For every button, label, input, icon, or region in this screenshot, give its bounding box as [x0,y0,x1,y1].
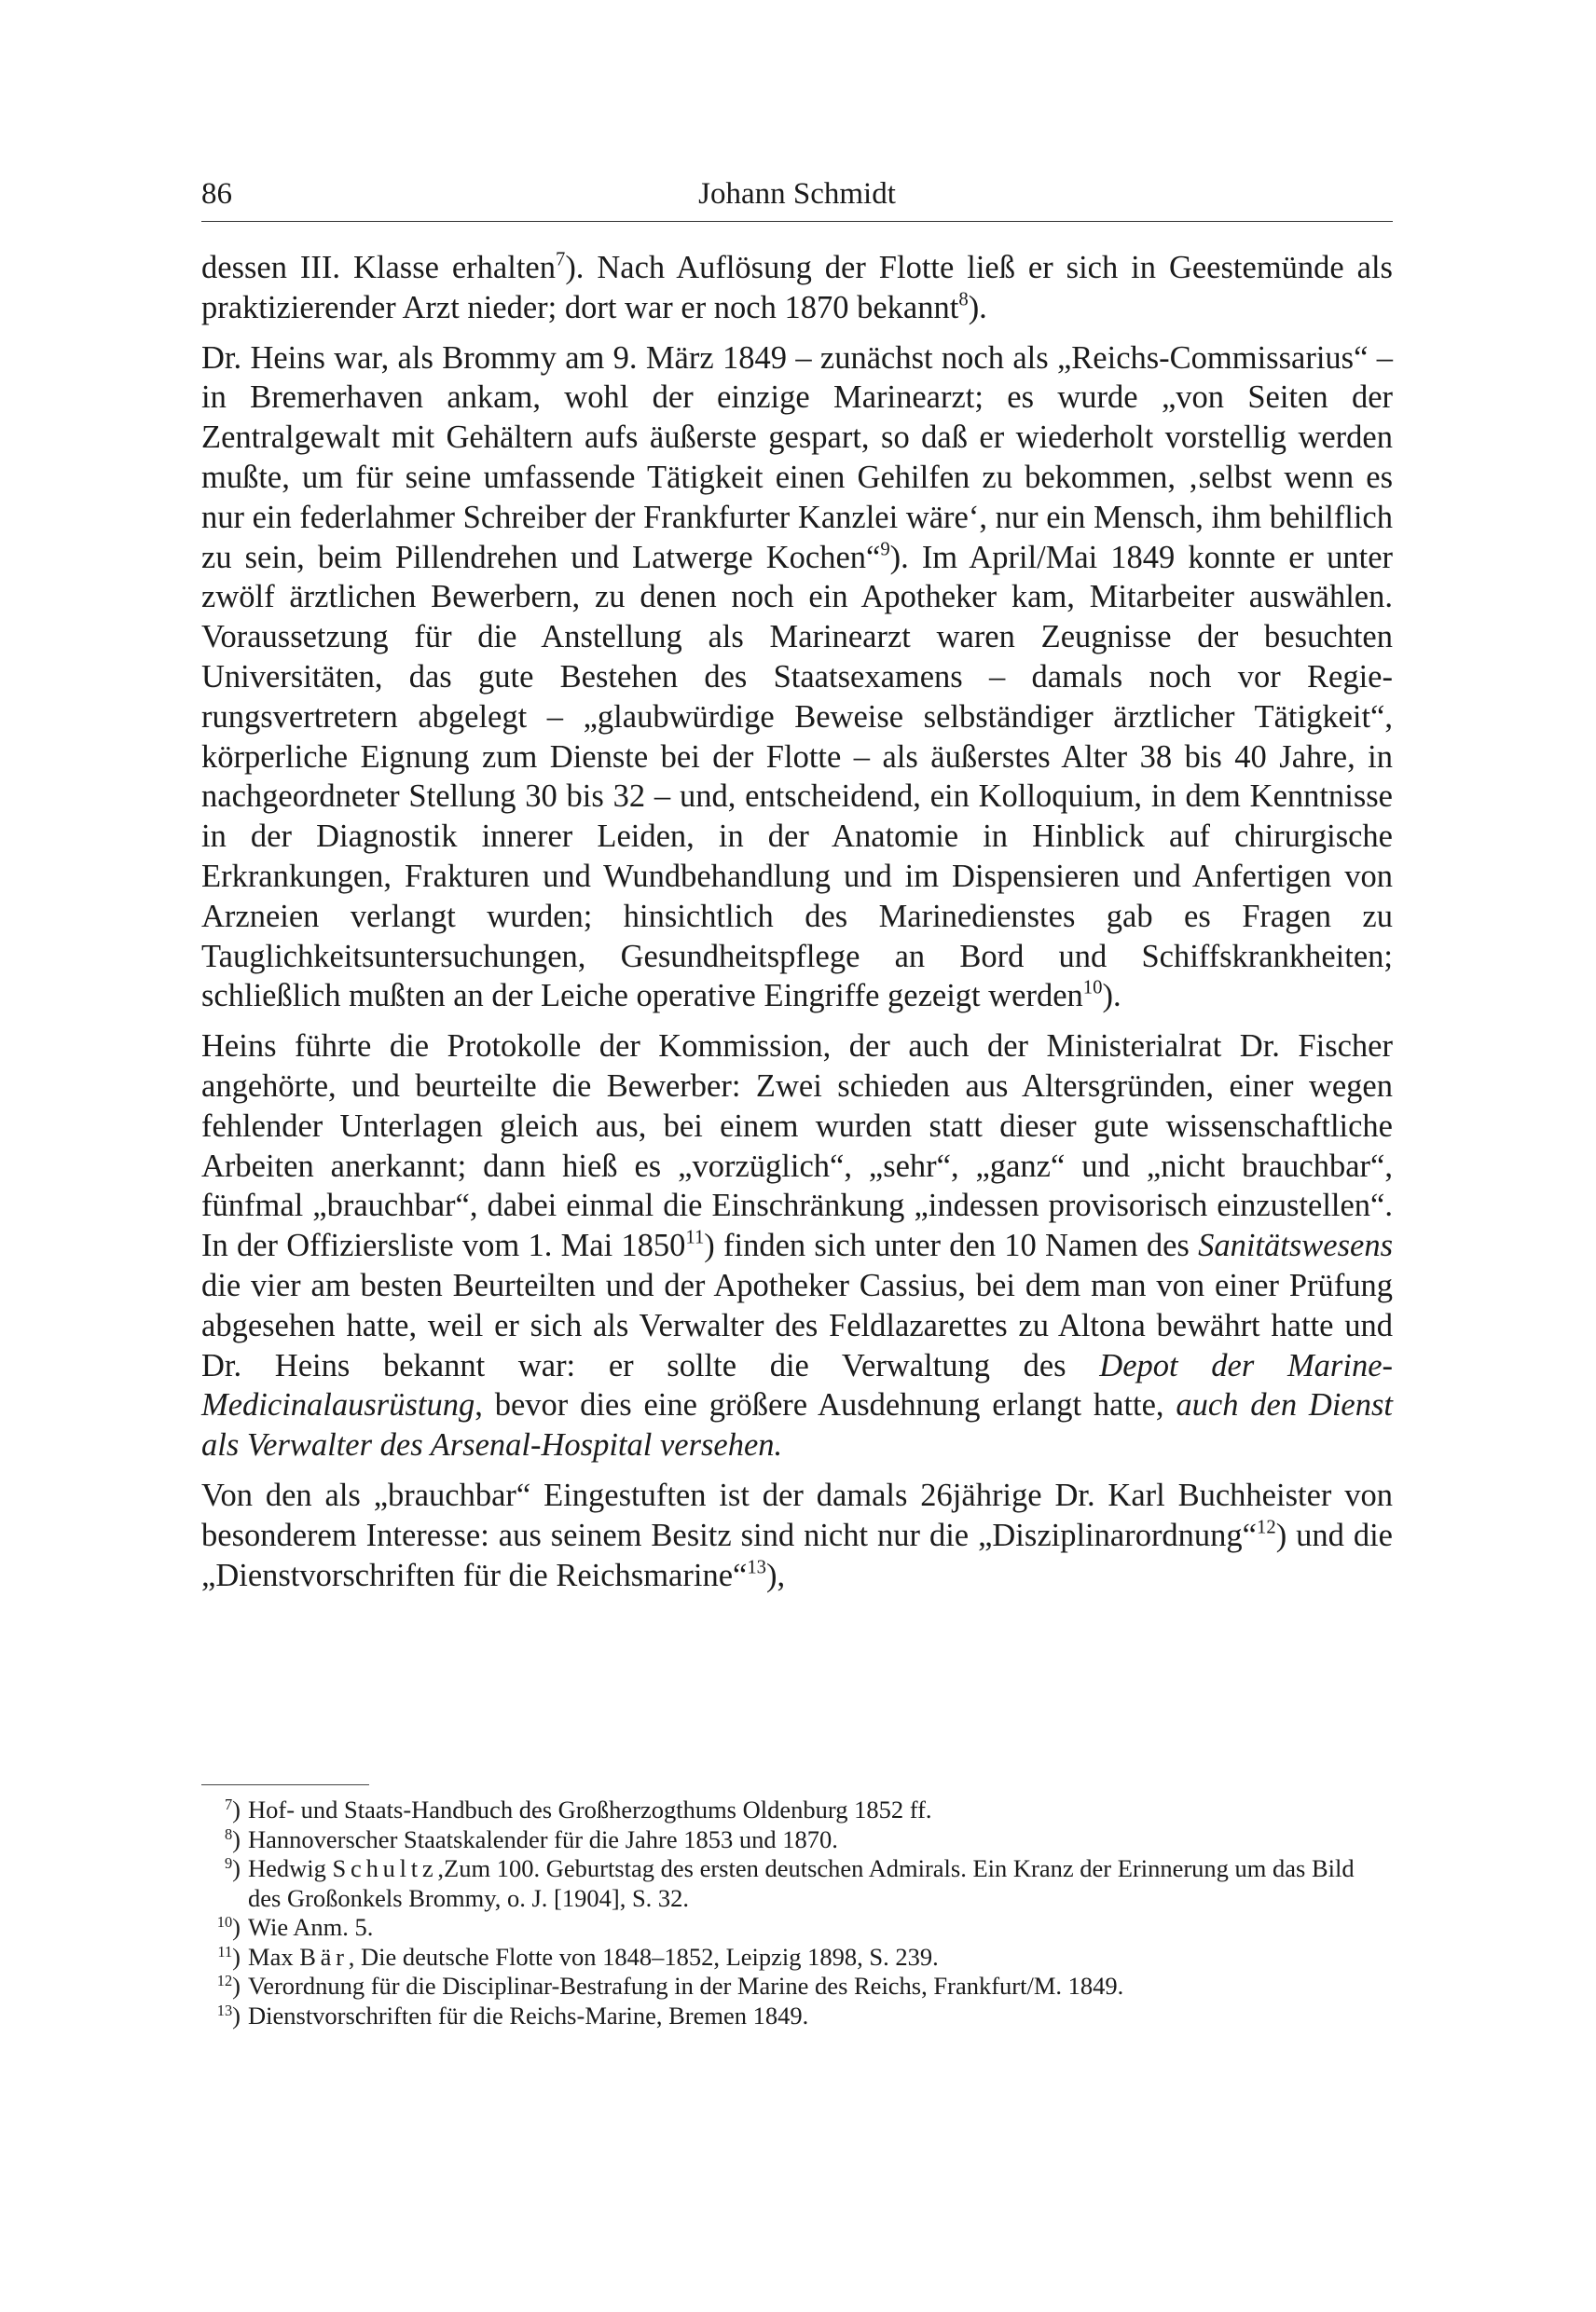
footnote [201,1796,1393,1825]
italic-text: auch den Dienst als Verwalter des Arsenal-Hospital versehen. [201,1387,1393,1464]
text-run: , Die deutsche Flotte von 1848–1852, Leipzig 1898, S. 239. [348,1942,939,1971]
page-header [201,168,1393,220]
text-run: Von den als „brauchbar“ Eingestuften ist der damals 26jährige Dr. Karl Buchheister von besonderem Interesse: aus seinem Besitz sind nicht nur die „Disziplinarordnung“ [201,1477,1393,1553]
paragraph [201,248,1393,328]
footnote-text [248,1825,1393,1855]
running-head: Johann Schmidt [698,177,896,211]
text-run: ). [968,289,987,325]
italic-text: Depot der Marine-Medicinalausrüstung [201,1347,1393,1424]
text-run: ). Im April/Mai 1849 konnte er unter zwölf ärztlichen Bewerbern, zu denen noch ein Apotheker kam, Mitarbeiter auswählen. Voraussetzung für die Anstellung als Marinearzt waren Zeugnisse der besuchten Universitäten, das gute Bestehen des Staatsexamens – damals noch vor Regierungsvertretern abgelegt – „glaubwürdige Beweise selbständiger ärztlicher Tätigkeit“, körperliche Eignung zum Dienste bei der Flotte – als äußerstes Alter 38 bis 40 Jahre, in nachgeordneter Stellung 30 bis 32 – und, entscheidend, ein Kolloquium, in dem Kenntnisse in der Diagnostik innerer Leiden, in der Anatomie in Hinblick auf chirurgische Erkrankungen, Frakturen und Wundbehandlung und im Dispensieren und Anfertigen von Arzneien verlangt wurden; hinsichtlich des Marinedienstes gab es Fragen zu Tauglichkeitsuntersuchungen, Gesundheitspflege an Bord und Schiffskrankheiten; schließlich mußten an der Leiche operative Eingriffe gezeigt werden [201,539,1393,1014]
footnote-mark: $^{12}$) [216,1971,241,2000]
author-name: Bär [299,1942,349,1971]
footnote-text [248,2002,1393,2031]
text-run: Verordnung für die Disciplinar-Bestrafung in der Marine des Reichs, Frankfurt/M. 1849. [248,1972,1124,2000]
footnotes [201,1796,1393,2030]
paragraph [201,338,1393,1017]
footnote [201,1913,1393,1943]
text-run: Wie Anm. 5. [248,1913,374,1941]
footnote-mark: $^{11}$) [217,1942,241,1971]
footnote [201,2002,1393,2031]
text-run: ) und die „Dienstvorschriften für die Reichsmarine“ [201,1517,1393,1593]
text-run: ). [1102,978,1121,1014]
footnote [201,1854,1393,1913]
header-rule [201,221,1393,222]
footnote-mark: $^{13}$) [216,2001,241,2030]
author-name: Schultz [332,1854,438,1882]
text-run: Hannoverscher Staatskalender für die Jahre 1853 und 1870. [248,1824,838,1853]
text-run: , bevor dies eine größere Ausdehnung erlangt hatte, [475,1387,1176,1424]
footnote-ref: 7 [555,249,566,270]
footnote-text [248,1854,1393,1913]
footnote [201,1943,1393,1973]
footnote-text [248,1972,1393,2002]
text-run: ) finden sich unter den 10 Namen des [704,1228,1199,1264]
text-run: die vier am besten Beurteilten und der Apotheker Cassius, bei dem man von einer Prüfung abgesehen hatte, weil er sich als Verwalter des Feldlazarettes zu Altona bewährt hatte und Dr. Heins bekannt war: er sollte die Verwaltung des [201,1267,1393,1383]
footnote [201,1825,1393,1855]
text-run: Hedwig [248,1854,333,1882]
paragraph [201,1476,1393,1595]
page-number: 86 [201,177,232,211]
text-run: Heins führte die Protokolle der Kommission, der auch der Ministerialrat Dr. Fischer angehörte, und beurteilte die Bewerber: Zwei schieden aus Altersgründen, einer wegen fehlender Unterlagen gleich aus, bei einem wurden statt dieser gute wissenschaftliche Arbeiten anerkannt; dann hieß es „vorzüglich“, „sehr“, „ganz“ und „nicht brauchbar“, fünfmal „brauchbar“, dabei einmal die Einschränkung „indessen provisorisch einzustellen“. In der Offiziersliste vom 1. Mai 1850 [201,1028,1393,1264]
footnote-ref: 12 [1257,1517,1276,1538]
footnote-ref: 13 [747,1557,767,1578]
text-run: Hof- und Staats-Handbuch des Großherzogthums Oldenburg 1852 ff. [248,1796,932,1823]
text-run: Max [248,1942,300,1971]
footnote-mark: $^9$) [224,1853,241,1882]
footnote-ref: 8 [958,289,969,310]
footnote-mark: $^8$) [224,1824,241,1853]
footnote-mark: $^7$) [224,1795,241,1823]
text-run: Dienstvorschriften für die Reichs-Marine, Bremen 1849. [248,2001,809,2030]
footnote-text [248,1943,1393,1973]
footnote-text [248,1796,1393,1825]
text-run: ,Zum 100. Geburtstag des ersten deutschen Admirals. Ein Kranz der Erinnerung um das Bild des Großonkels Brommy, o. J. [1904], S. 32. [248,1854,1355,1912]
footnote-rule [201,1784,369,1785]
text-run: dessen III. Klasse erhalten [201,250,556,285]
footnote-text [248,1913,1393,1943]
footnote [201,1972,1393,2002]
footnote-ref: 10 [1082,977,1103,998]
footnote-ref: 11 [685,1227,705,1248]
text-run: Dr. Heins war, als Brommy am 9. März 1849 – zunächst noch als „Reichs-Commissarius“ – in Bremerhaven ankam, wohl der einzige Marinearzt; es wurde „von Seiten der Zentralgewalt mit Gehältern aufs äußerste gespart, so daß er wiederholt vorstellig werden mußte, um für seine umfassende Tätigkeit einen Gehilfen zu bekommen, ‚selbst wenn es nur ein federlahmer Schreiber der Frankfurter Kanzlei wäre‘, nur ein Mensch, ihm behilflich zu sein, beim Pillendrehen und Latwerge Kochen“ [201,339,1393,575]
paragraph [201,1026,1393,1466]
body-text [201,248,1393,1605]
footnote-ref: 9 [880,539,890,560]
footnote-mark: $^{10}$) [216,1912,241,1941]
text-run: ). Nach Auflösung der Flotte ließ er sich in Geestemünde als praktizierender Arzt nieder; dort war er noch 1870 bekannt [201,250,1393,325]
italic-text: Sanitätswesens [1198,1228,1393,1264]
text-run: ), [766,1557,786,1593]
